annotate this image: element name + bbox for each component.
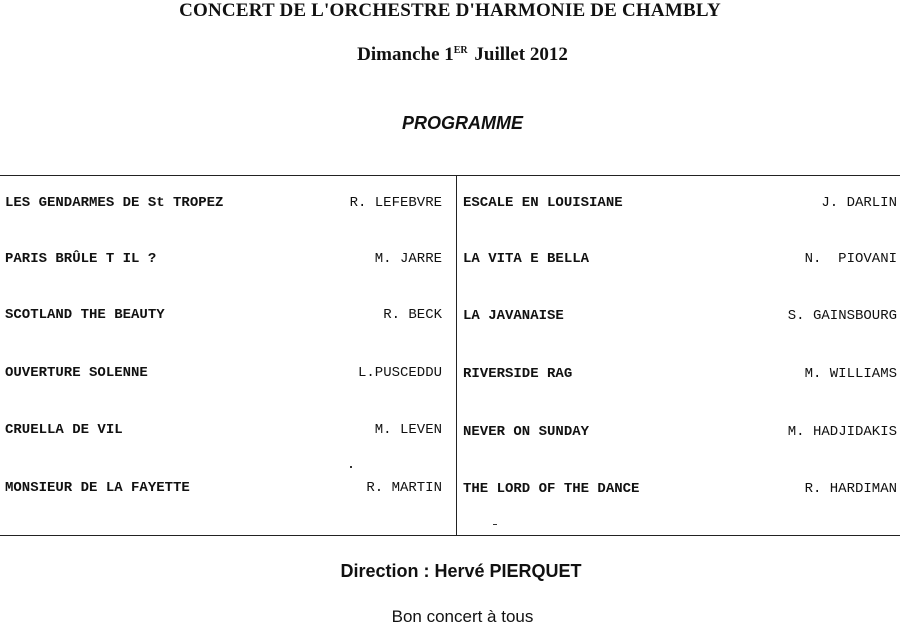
- composer-name: R. BECK: [383, 307, 442, 323]
- program-row: [459, 251, 900, 275]
- program-row: [0, 422, 450, 446]
- program-left-column: [0, 175, 450, 536]
- concert-date: [0, 44, 900, 66]
- piece-title: LA VITA E BELLA: [463, 251, 590, 267]
- program-row: [0, 480, 450, 504]
- program-row: [0, 307, 450, 331]
- date-prefix: Dimanche 1: [357, 44, 454, 65]
- program-row: [459, 308, 900, 332]
- composer-name: N. PIOVANI: [804, 251, 897, 267]
- composer-name: R. HARDIMAN: [804, 481, 897, 497]
- closing-greeting: Bon concert à tous: [391, 607, 534, 626]
- composer-name: M. HADJIDAKIS: [787, 424, 897, 440]
- composer-name: L.PUSCEDDU: [357, 365, 442, 381]
- composer-name: M. LEVEN: [374, 422, 442, 438]
- piece-title: SCOTLAND THE BEAUTY: [5, 307, 165, 323]
- direction-credit: Direction : Hervé PIERQUET: [340, 561, 582, 581]
- composer-name: M. WILLIAMS: [804, 366, 897, 382]
- piece-title: ESCALE EN LOUISIANE: [463, 195, 623, 211]
- program-row: [459, 366, 900, 390]
- piece-title: CRUELLA DE VIL: [5, 422, 123, 438]
- program-row: [0, 251, 450, 275]
- piece-title: THE LORD OF THE DANCE: [463, 481, 640, 497]
- scan-speck: [350, 466, 352, 468]
- program-row: [459, 481, 900, 505]
- program-row: [459, 424, 900, 448]
- concert-title: CONCERT DE L'ORCHESTRE D'HARMONIE DE CHAMBLY: [179, 0, 721, 21]
- composer-name: M. JARRE: [374, 251, 442, 267]
- program-right-column: [459, 175, 900, 536]
- composer-name: R. MARTIN: [366, 480, 442, 496]
- piece-title: NEVER ON SUNDAY: [463, 424, 590, 440]
- piece-title: MONSIEUR DE LA FAYETTE: [5, 480, 190, 496]
- composer-name: S. GAINSBOURG: [787, 308, 897, 324]
- program-row: [0, 365, 450, 389]
- programme-heading: PROGRAMME: [402, 113, 523, 133]
- piece-title: LA JAVANAISE: [463, 308, 564, 324]
- piece-title: RIVERSIDE RAG: [463, 366, 573, 382]
- program-row: [0, 195, 450, 219]
- bleed-through-text: ​: [38, 21, 42, 93]
- composer-name: R. LEFEBVRE: [349, 195, 442, 211]
- piece-title: LES GENDARMES DE St TROPEZ: [5, 195, 224, 211]
- piece-title: OUVERTURE SOLENNE: [5, 365, 148, 381]
- date-superscript: ER: [453, 45, 468, 56]
- date-suffix: Juillet 2012: [469, 44, 568, 65]
- column-divider: [456, 175, 457, 536]
- piece-title: PARIS BRÛLE T IL ?: [5, 251, 157, 267]
- scan-speck: [493, 524, 497, 525]
- program-row: [459, 195, 900, 219]
- composer-name: J. DARLIN: [821, 195, 897, 211]
